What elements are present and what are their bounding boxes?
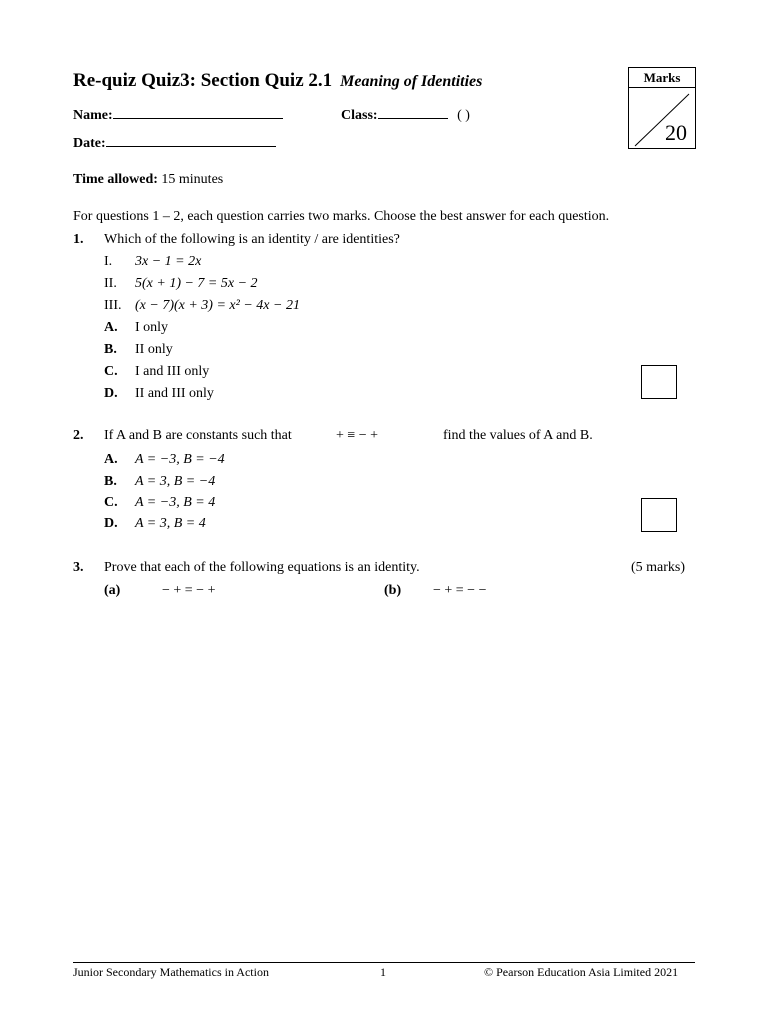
- q2-number: 2.: [73, 428, 84, 443]
- q1-statement-roman: III.: [104, 298, 122, 313]
- class-label: Class:: [341, 108, 378, 123]
- q1-statement-expr: (x − 7)(x + 3) = x² − 4x − 21: [135, 298, 300, 313]
- q1-option-letter: A.: [104, 320, 118, 335]
- name-field[interactable]: [73, 106, 283, 124]
- name-label: Name:: [73, 108, 113, 123]
- footer-book-title: Junior Secondary Mathematics in Action: [73, 965, 269, 979]
- q2-option-text: A = 3, B = −4: [135, 474, 216, 489]
- q1-statement-expr: 5(x + 1) − 7 = 5x − 2: [135, 276, 258, 291]
- q2-option-letter: D.: [104, 516, 118, 531]
- date-field[interactable]: [73, 134, 276, 152]
- q2-option-text: A = −3, B = −4: [135, 452, 225, 467]
- q1-number: 1.: [73, 232, 84, 247]
- marks-box: [628, 67, 696, 149]
- q2-equation: + ≡ − +: [336, 428, 379, 443]
- q1-answer-box[interactable]: [641, 365, 677, 399]
- footer-copyright: © Pearson Education Asia Limited 2021: [484, 965, 679, 979]
- time-label: Time allowed:: [73, 172, 158, 187]
- class-input-line[interactable]: [378, 106, 448, 119]
- q2-option-letter: C.: [104, 495, 118, 510]
- q3-part-b-label: (b): [384, 583, 402, 598]
- time-allowed: [73, 172, 223, 188]
- instructions: For questions 1 – 2, each question carries two marks. Choose the best answer for each question.: [73, 209, 610, 224]
- q1-option-letter: D.: [104, 386, 118, 401]
- q2-text-before: If A and B are constants such that: [104, 428, 292, 443]
- q1-text: Which of the following is an identity / are identities?: [104, 232, 400, 247]
- q3-part-b-expression: − + = − −: [433, 583, 487, 598]
- q2-option-letter: A.: [104, 452, 118, 467]
- q1-option-text: I and III only: [135, 364, 210, 379]
- q2-option-text: A = 3, B = 4: [135, 516, 206, 531]
- class-field[interactable]: [341, 106, 470, 124]
- footer-divider: [73, 962, 695, 963]
- q3-number: 3.: [73, 560, 84, 575]
- page-title: [73, 70, 482, 92]
- q3-part-a-label: (a): [104, 583, 121, 598]
- q1-option-letter: B.: [104, 342, 117, 357]
- name-input-line[interactable]: [113, 106, 283, 119]
- q2-text-after: find the values of A and B.: [443, 428, 593, 443]
- date-input-line[interactable]: [106, 134, 276, 147]
- q2-option-letter: B.: [104, 474, 117, 489]
- q1-option-text: II only: [135, 342, 173, 357]
- class-number-paren: ( ): [457, 108, 470, 123]
- q1-statement-roman: I.: [104, 254, 113, 269]
- quiz-title: Re-quiz Quiz3: Section Quiz 2.1: [73, 70, 333, 91]
- q1-option-letter: C.: [104, 364, 118, 379]
- q2-answer-box[interactable]: [641, 498, 677, 532]
- q3-text: Prove that each of the following equations is an identity.: [104, 560, 420, 575]
- q1-option-text: I only: [135, 320, 169, 335]
- q1-statement-expr: 3x − 1 = 2x: [135, 254, 202, 269]
- quiz-subtitle: Meaning of Identities: [340, 73, 483, 90]
- marks-label: Marks: [629, 68, 695, 88]
- q1-option-text: II and III only: [135, 386, 214, 401]
- q3-part-a-expression: − + = − +: [162, 583, 216, 598]
- date-label: Date:: [73, 136, 106, 151]
- footer-page-number: 1: [380, 965, 386, 979]
- time-value: 15 minutes: [161, 172, 224, 187]
- q2-option-text: A = −3, B = 4: [135, 495, 216, 510]
- marks-total: 20: [665, 120, 687, 145]
- q1-statement-roman: II.: [104, 276, 117, 291]
- q3-marks: (5 marks): [631, 560, 686, 575]
